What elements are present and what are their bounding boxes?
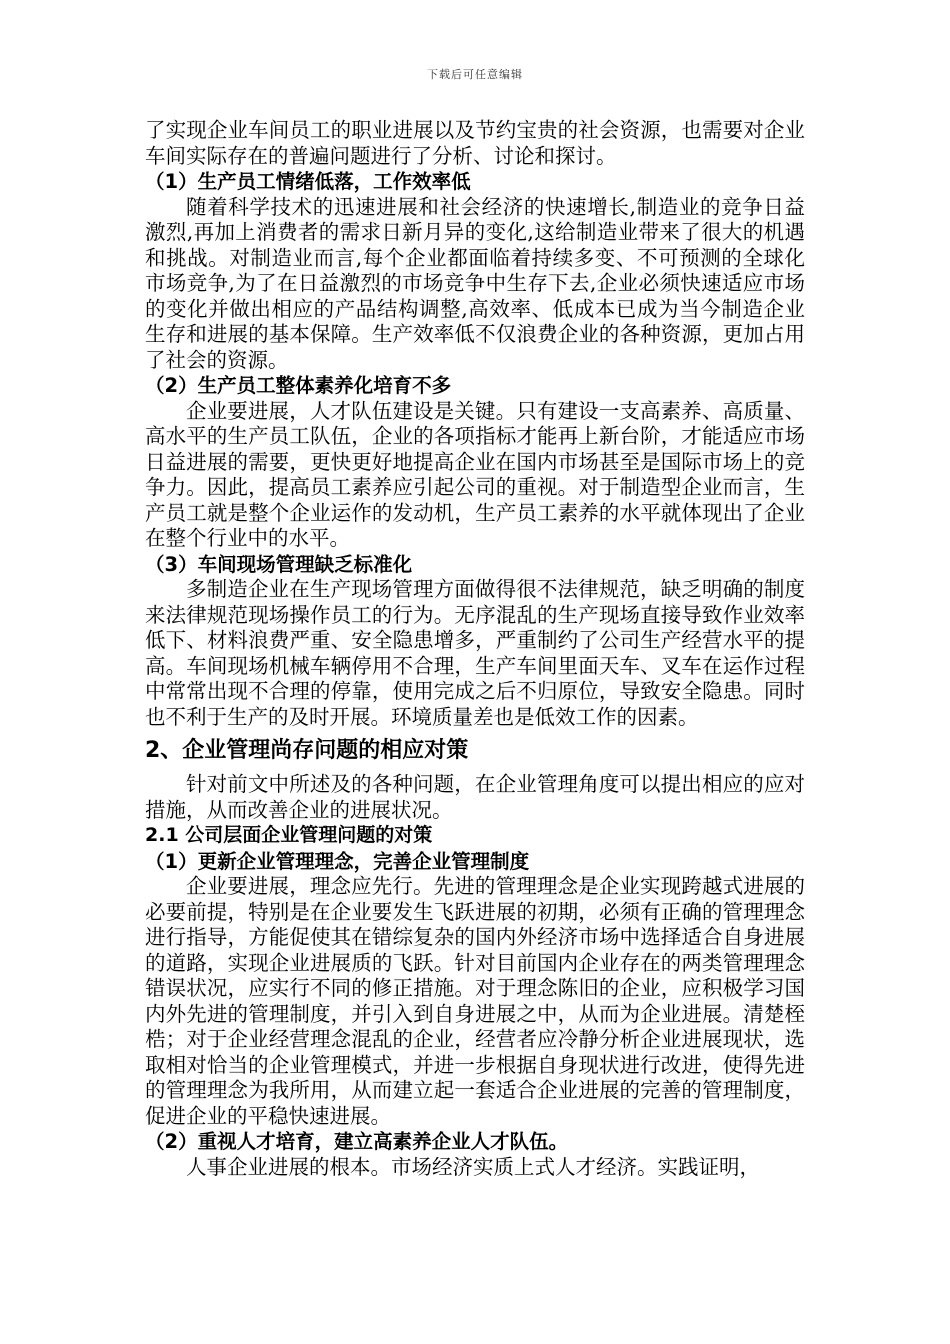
document-body	[145, 118, 805, 1180]
page-header: 下载后可任意编辑	[427, 68, 523, 81]
paragraph-talent: 企业要进展，人才队伍建设是关键。只有建设一支高素养、高质量、高水平的生产员工队伍，企业的各项指标才能再上新台阶，才能适应市场日益进展的需要，更快更好地提高企业在国内市场甚至是国际市场上的竞争力。因此，提高员工素养应引起公司的重视。对于制造型企业而言，生产员工就是整个企业运作的发动机，生产员工素养的水平就体现出了企业在整个行业中的水平。	[145, 398, 805, 550]
subheading-low-morale: （1）生产员工情绪低落，工作效率低	[145, 170, 471, 193]
subheading-management-concept: （1）更新企业管理理念，完善企业管理制度	[145, 849, 530, 873]
paragraph-countermeasures-intro: 针对前文中所述及的各种问题，在企业管理角度可以提出相应的应对措施，从而改善企业的进展状况。	[145, 772, 805, 822]
paragraph-efficiency: 随着科学技术的迅速进展和社会经济的快速增长,制造业的竞争日益激烈,再加上消费者的需求日新月异的变化,这给制造业带来了很大的机遇和挑战。对制造业而言,每个企业都面临着持续多变、不可预测的全球化市场竞争,为了在日益激烈的市场竞争中生存下去,企业必须快速适应市场的变化并做出相应的产品结构调整,高效率、低成本已成为当今制造企业生存和进展的基本保障。生产效率低不仅浪费企业的各种资源，更加占用了社会的资源。	[145, 194, 805, 372]
subheading-training: （2）生产员工整体素养化培育不多	[145, 374, 452, 397]
section-heading-countermeasures: 2、企业管理尚存问题的相应对策	[145, 738, 469, 763]
subheading-standardization: （3）车间现场管理缺乏标准化	[145, 552, 413, 576]
paragraph-intro: 了实现企业车间员工的职业进展以及节约宝贵的社会资源，也需要对企业车间实际存在的普遍问题进行了分析、讨论和探讨。	[145, 118, 805, 168]
paragraph-management-concept: 企业要进展，理念应先行。先进的管理理念是企业实现跨越式进展的必要前提，特别是在企业要发生飞跃进展的初期，必须有正确的管理理念进行指导，方能促使其在错综复杂的国内外经济市场中选择适合自身进展的道路，实现企业进展质的飞跃。针对目前国内企业存在的两类管理理念错误状况，应实行不同的修正措施。对于理念陈旧的企业，应积极学习国内外先进的管理制度，并引入到自身进展之中，从而为企业进展。清楚桎梏；对于企业经营理念混乱的企业，经营者应冷静分析企业进展现状，选取相对恰当的企业管理模式，并进一步根据自身现状进行改进，使得先进的管理理念为我所用，从而建立起一套适合企业进展的完善的管理制度，促进企业的平稳快速进展。	[145, 874, 805, 1128]
subheading-talent-cultivation: （2）重视人才培育，建立高素养企业人才队伍。	[145, 1130, 569, 1153]
subsection-heading-company-level: 2.1 公司层面企业管理问题的对策	[145, 824, 433, 846]
paragraph-talent-cultivation: 人事企业进展的根本。市场经济实质上式人才经济。实践证明，	[186, 1154, 760, 1179]
paragraph-site-management: 多制造企业在生产现场管理方面做得很不法律规范，缺乏明确的制度来法律规范现场操作员工的行为。无序混乱的生产现场直接导致作业效率低下、材料浪费严重、安全隐患增多，严重制约了公司生产经营水平的提高。车间现场机械车辆停用不合理，生产车间里面天车、叉车在运作过程中常常出现不合理的停靠，使用完成之后不归原位，导致安全隐患。同时也不利于生产的及时开展。环境质量差也是低效工作的因素。	[145, 577, 805, 729]
